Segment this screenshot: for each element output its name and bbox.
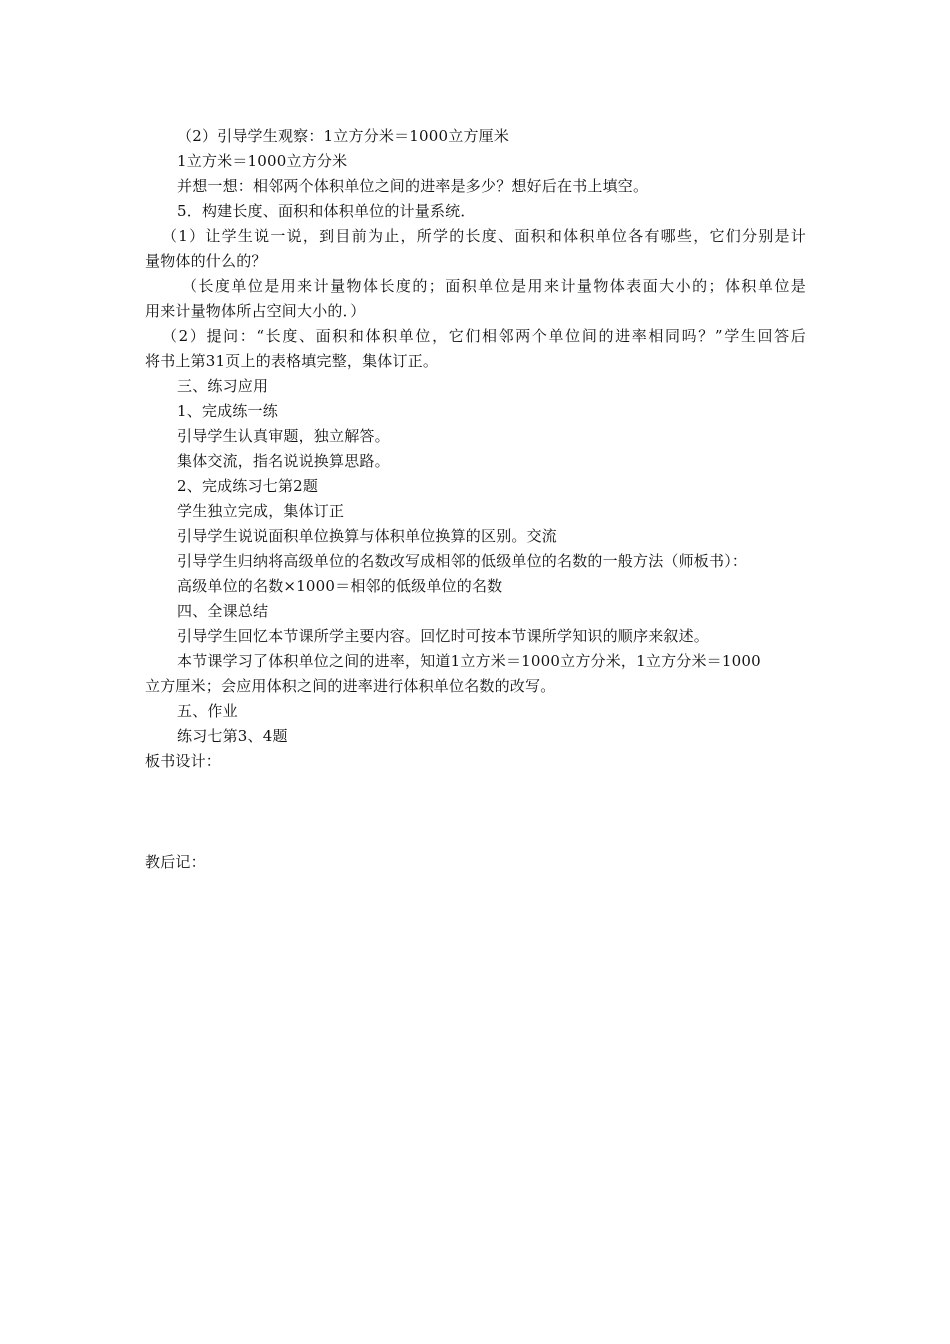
text-line: 引导学生说说面积单位换算与体积单位换算的区别。交流 — [177, 527, 558, 545]
text-line: 三、练习应用 — [177, 377, 269, 395]
text-line: 学生独立完成，集体订正 — [177, 502, 345, 520]
text-line: 量物体的什么的？ — [145, 252, 267, 270]
text-line: 引导学生归纳将高级单位的名数改写成相邻的低级单位的名数的一般方法（师板书）： — [177, 552, 748, 570]
text-line: 立方厘米；会应用体积之间的进率进行体积单位名数的改写。 — [145, 677, 556, 695]
text-line: 引导学生认真审题，独立解答。 — [177, 427, 390, 445]
text-line: 2、完成练习七第2题 — [177, 477, 319, 495]
text-line: 四、全课总结 — [177, 602, 269, 620]
text-line: （长度单位是用来计量物体长度的；面积单位是用来计量物体表面大小的；体积单位是 — [182, 277, 806, 295]
text-line: 高级单位的名数×1000＝相邻的低级单位的名数 — [177, 577, 503, 595]
text-line: 将书上第31页上的表格填完整，集体订正。 — [145, 352, 439, 370]
text-line: 练习七第3、4题 — [177, 727, 288, 745]
text-line: 本节课学习了体积单位之间的进率，知道1立方米＝1000立方分米，1立方分米＝1000 — [177, 652, 761, 670]
text-line: （1）让学生说一说，到目前为止，所学的长度、面积和体积单位各有哪些，它们分别是计 — [162, 227, 806, 245]
text-line: 5．构建长度、面积和体积单位的计量系统． — [177, 202, 476, 220]
section-label: 板书设计： — [145, 752, 222, 770]
section-label: 教后记： — [145, 853, 206, 871]
text-line: 并想一想：相邻两个体积单位之间的进率是多少？想好后在书上填空。 — [177, 177, 649, 195]
text-line: 引导学生回忆本节课所学主要内容。回忆时可按本节课所学知识的顺序来叙述。 — [177, 627, 710, 645]
text-line: 用来计量物体所占空间大小的．） — [145, 302, 366, 320]
text-line: 1立方米＝1000立方分米 — [177, 152, 348, 170]
text-line: 五、作业 — [177, 702, 238, 720]
text-line: 1、完成练一练 — [177, 402, 278, 420]
text-line: （2）提问：“长度、面积和体积单位，它们相邻两个单位间的进率相同吗？”学生回答后 — [162, 327, 806, 345]
text-line: （2）引导学生观察：1立方分米＝1000立方厘米 — [177, 127, 510, 145]
text-line: 集体交流，指名说说换算思路。 — [177, 452, 390, 470]
